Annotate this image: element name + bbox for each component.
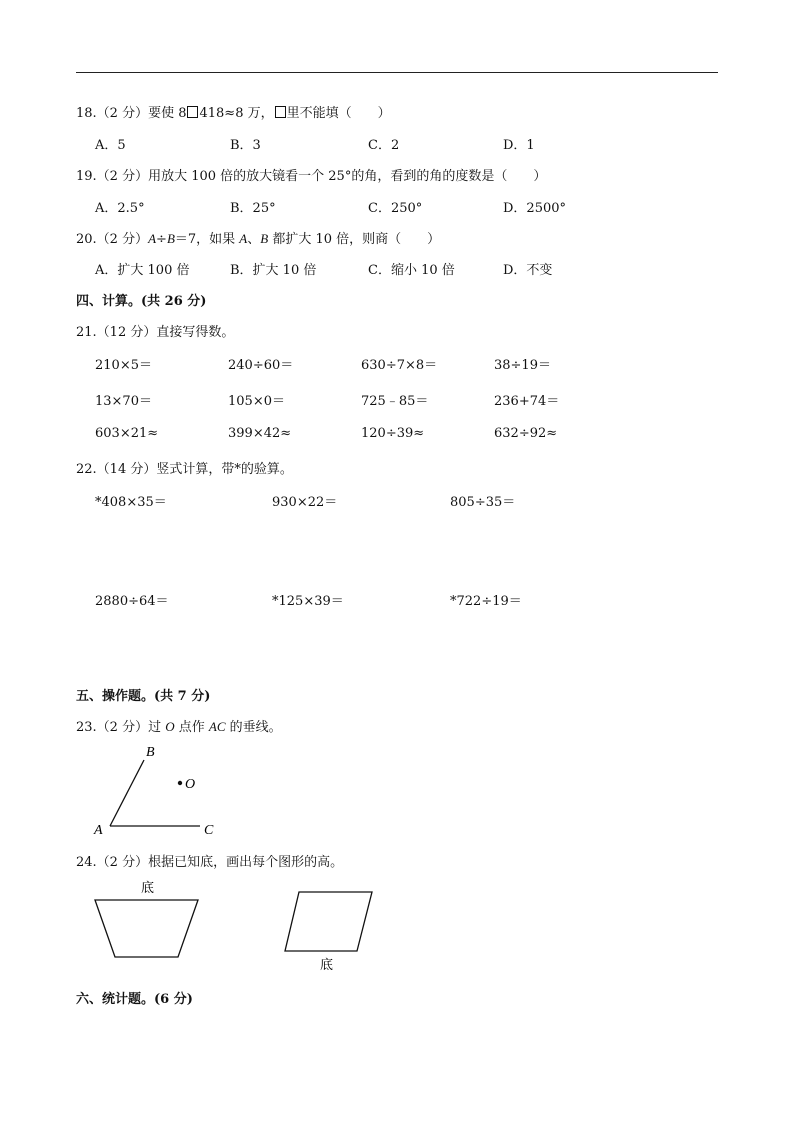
q21-item: 630÷7×8＝ bbox=[361, 358, 438, 373]
q22-item: 2880÷64＝ bbox=[95, 594, 169, 609]
q18-stem-part: 418≈8 万， bbox=[199, 106, 274, 121]
q21-item: 240÷60＝ bbox=[228, 358, 294, 373]
q21-item: 399×42≈ bbox=[228, 426, 292, 441]
point-o bbox=[178, 781, 182, 785]
q22-item: *722÷19＝ bbox=[450, 594, 522, 609]
variable-b: B bbox=[260, 231, 269, 246]
q18-stem-part: 里不能填（ ） bbox=[286, 106, 391, 121]
q18-option-a[interactable]: A．5 bbox=[95, 138, 126, 153]
q18-option-d[interactable]: D．1 bbox=[503, 138, 535, 153]
label-c: C bbox=[204, 823, 214, 838]
label-o: O bbox=[185, 777, 196, 792]
section-5-heading: 五、操作题。(共 7 分) bbox=[76, 689, 211, 704]
question-19-stem: 19.（2 分）用放大 100 倍的放大镜看一个 25°的角，看到的角的度数是（ ） bbox=[76, 169, 547, 184]
q21-item: 13×70＝ bbox=[95, 394, 152, 409]
variable-a: A bbox=[148, 231, 157, 246]
q22-item: *125×39＝ bbox=[272, 594, 344, 609]
section-6-heading: 六、统计题。(6 分) bbox=[76, 992, 193, 1007]
q20-operator: ÷ bbox=[156, 232, 167, 247]
q20-stem-part: ＝7，如果 bbox=[174, 232, 240, 247]
variable-b: B bbox=[166, 231, 175, 246]
trapezoid-base-label: 底 bbox=[141, 880, 155, 895]
q23-stem-part: 点作 bbox=[174, 720, 209, 735]
q18-stem-part: 18.（2 分）要使 8 bbox=[76, 106, 187, 121]
segment-ab bbox=[110, 760, 144, 826]
q21-item: 38÷19＝ bbox=[494, 358, 551, 373]
q21-item: 603×21≈ bbox=[95, 426, 159, 441]
q21-item: 725﹣85＝ bbox=[361, 394, 429, 409]
q20-separator: 、 bbox=[247, 232, 261, 247]
q22-item: 805÷35＝ bbox=[450, 495, 516, 510]
q21-item: 632÷92≈ bbox=[494, 426, 558, 441]
q20-stem-part: 20.（2 分） bbox=[76, 232, 149, 247]
parallelogram-shape bbox=[285, 892, 372, 951]
variable-o: O bbox=[165, 719, 175, 734]
q19-option-d[interactable]: D．2500° bbox=[503, 201, 567, 216]
q22-item: *408×35＝ bbox=[95, 495, 167, 510]
section-4-heading: 四、计算。(共 26 分) bbox=[76, 294, 207, 309]
q19-option-a[interactable]: A．2.5° bbox=[95, 201, 145, 216]
variable-a: A bbox=[239, 231, 248, 246]
q19-option-b[interactable]: B．25° bbox=[230, 201, 276, 216]
q23-stem-part: 的垂线。 bbox=[225, 720, 282, 735]
q21-item: 120÷39≈ bbox=[361, 426, 425, 441]
q20-stem-part: 都扩大 10 倍，则商（ ） bbox=[268, 232, 441, 247]
q21-item: 236+74＝ bbox=[494, 394, 560, 409]
question-24-stem: 24.（2 分）根据已知底，画出每个图形的高。 bbox=[76, 855, 344, 870]
q20-option-d[interactable]: D．不变 bbox=[503, 263, 553, 278]
q19-option-c[interactable]: C．250° bbox=[368, 201, 423, 216]
parallelogram-base-label: 底 bbox=[320, 957, 334, 972]
label-a: A bbox=[94, 823, 103, 838]
q21-item: 210×5＝ bbox=[95, 358, 152, 373]
q20-option-b[interactable]: B．扩大 10 倍 bbox=[230, 263, 317, 278]
q21-item: 105×0＝ bbox=[228, 394, 285, 409]
question-22-stem: 22.（14 分）竖式计算，带*的验算。 bbox=[76, 462, 293, 477]
variable-ac: AC bbox=[208, 719, 226, 734]
q18-option-b[interactable]: B．3 bbox=[230, 138, 261, 153]
q18-option-c[interactable]: C．2 bbox=[368, 138, 400, 153]
q20-option-a[interactable]: A．扩大 100 倍 bbox=[95, 263, 190, 278]
trapezoid-shape bbox=[95, 900, 198, 957]
question-21-stem: 21.（12 分）直接写得数。 bbox=[76, 325, 235, 340]
label-b: B bbox=[146, 745, 155, 760]
q23-stem-part: 23.（2 分）过 bbox=[76, 720, 166, 735]
q22-item: 930×22＝ bbox=[272, 495, 338, 510]
q20-option-c[interactable]: C．缩小 10 倍 bbox=[368, 263, 455, 278]
